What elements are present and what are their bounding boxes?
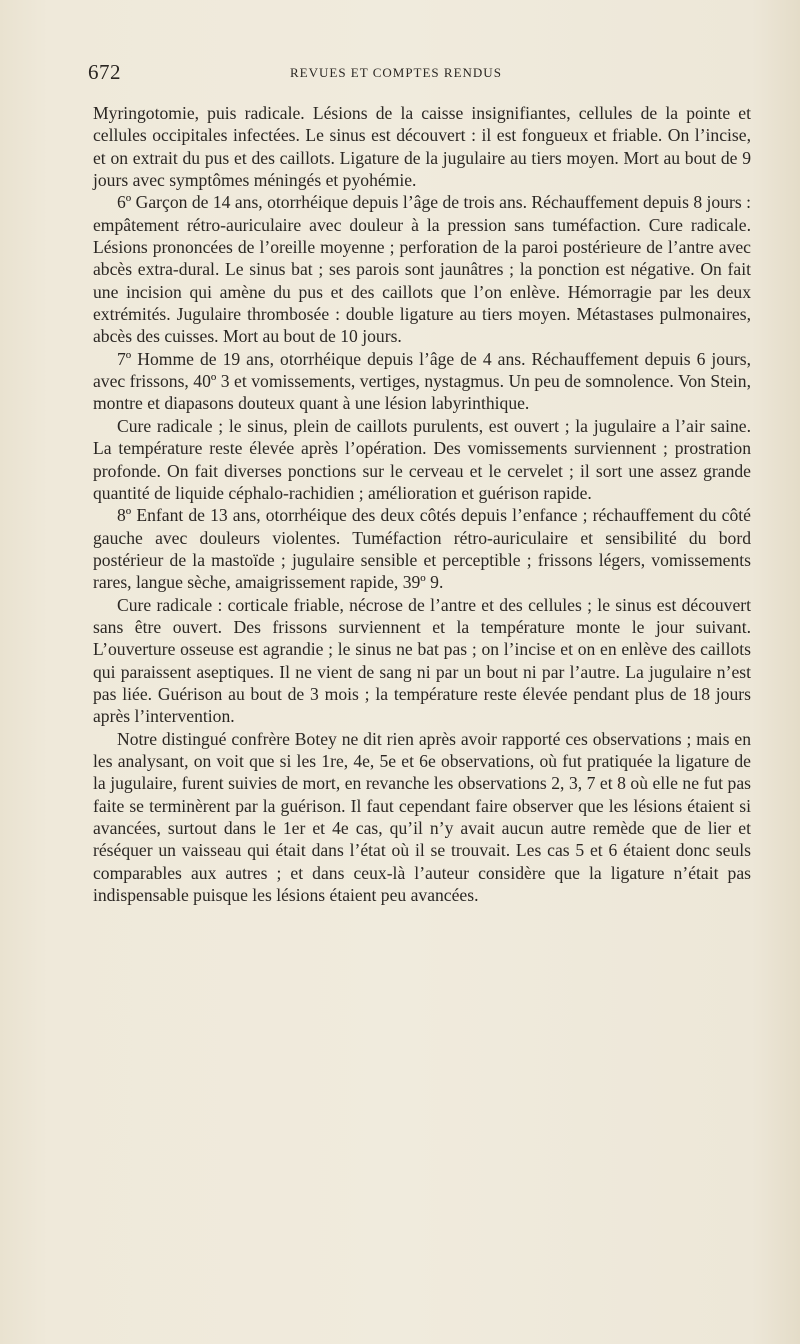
body-text: [93, 102, 751, 906]
page-header: [88, 60, 753, 88]
paragraph-case-5-continuation: Myringotomie, puis radicale. Lésions de la caisse insignifiantes, cellules de la pointe et cellules occipitales infectées. Le sinus est découvert : il est fongueux et friable. On l’incise, et on extrait du pus et des caillots. Ligature de la jugulaire au tiers moyen. Mort au bout de 9 jours avec symptômes méningés et pyohémie.: [93, 103, 751, 191]
paragraph-case-8-treatment: Cure radicale : corticale friable, nécrose de l’antre et des cellules ; le sinus est découvert sans être ouvert. Des frissons surviennent et la température monte le jour suivant. L’ouverture osseuse est agrandie ; le sinus ne bat pas ; on l’incise et on en enlève des caillots qui paraissent aseptiques. Il ne vient de sang ni par un bout ni par l’autre. La jugulaire n’est pas liée. Guérison au bout de 3 mois ; la température reste élevée pendant plus de 18 jours après l’intervention.: [93, 594, 751, 727]
paragraph-commentary: Notre distingué confrère Botey ne dit rien après avoir rapporté ces observations ; mais en les analysant, on voit que si les 1re, 4e, 5e et 6e observations, où fut pratiquée la ligature de la jugulaire, furent suivies de mort, en revanche les observations 2, 3, 7 et 8 où elle ne fut pas faite se terminèrent par la guérison. Il faut cependant faire observer que les lésions étaient si avancées, surtout dans le 1er et 4e cas, qu’il n’y avait aucun autre remède que de lier et réséquer un vaisseau qui était dans l’état où il se trouvait. Les cas 5 et 6 étaient donc seuls comparables aux autres ; et dans ceux-là l’auteur considère que la ligature n’était pas indispensable puisque les lésions étaient peu avancées.: [93, 728, 751, 906]
running-head: REVUES ET COMPTES RENDUS: [290, 65, 502, 80]
paragraph-case-7-treatment: Cure radicale ; le sinus, plein de caillots purulents, est ouvert ; la jugulaire a l’air saine. La température reste élevée après l’opération. Des vomissements surviennent ; prostration profonde. On fait diverses ponctions sur le cerveau et le cervelet ; il sort une assez grande quantité de liquide céphalo-rachidien ; amélioration et guérison rapide.: [93, 415, 751, 503]
page-number: 672: [88, 60, 121, 84]
paragraph-case-6: 6º Garçon de 14 ans, otorrhéique depuis l’âge de trois ans. Réchauffement depuis 8 jours : empâtement rétro-auriculaire avec douleur à la pression sans tuméfaction. Cure radicale. Lésions prononcées de l’oreille moyenne ; perforation de la paroi postérieure de l’antre avec abcès extra-dural. Le sinus bat ; ses parois sont jaunâtres ; la ponction est négative. On fait une incision qui amène du pus et des caillots que l’on enlève. Hémorragie par les deux extrémités. Jugulaire thrombosée : double ligature au tiers moyen. Métastases pulmonaires, abcès des cuisses. Mort au bout de 10 jours.: [93, 192, 751, 347]
paragraph-case-8: 8º Enfant de 13 ans, otorrhéique des deux côtés depuis l’enfance ; réchauffement du côté gauche avec douleurs violentes. Tuméfaction rétro-auriculaire et sensibilité du bord postérieur de la mastoïde ; jugulaire sensible et perceptible ; frissons légers, vomissements rares, langue sèche, amaigrissement rapide, 39º 9.: [93, 505, 751, 593]
paragraph-case-7: 7º Homme de 19 ans, otorrhéique depuis l’âge de 4 ans. Réchauffement depuis 6 jours, avec frissons, 40º 3 et vomissements, vertiges, nystagmus. Un peu de somnolence. Von Stein, montre et diapasons douteux quant à une lésion labyrinthique.: [93, 348, 751, 414]
